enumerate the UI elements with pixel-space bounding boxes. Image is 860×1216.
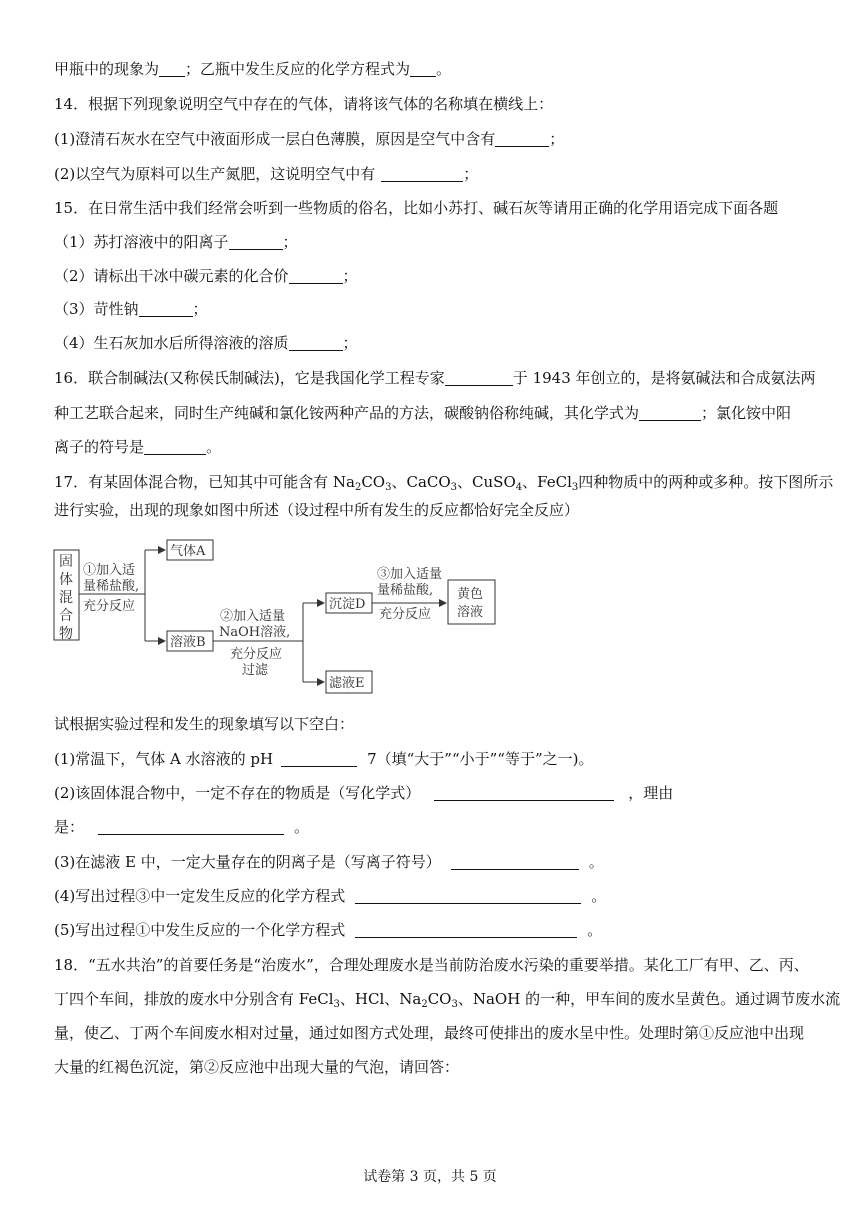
step1-line: 充分反应	[83, 599, 136, 614]
answer-blank[interactable]	[229, 233, 283, 250]
precipitate-d-label: 沉淀D	[329, 597, 366, 612]
q15-part1: （1）苏打溶液中的阳离子 ；	[54, 233, 298, 251]
solid-char: 体	[59, 572, 73, 588]
answer-blank[interactable]	[445, 369, 513, 386]
page-footer: 试卷第 3 页，共 5 页	[363, 1169, 497, 1185]
yellow-solution-label: 溶液	[457, 605, 484, 620]
q15-part2: （2）请标出干冰中碳元素的化合价 ；	[54, 267, 358, 285]
step2-line: NaOH溶液,	[219, 625, 291, 640]
step2-line: ②加入适量	[220, 609, 286, 624]
q17-part2-reason: 是： 。	[54, 818, 310, 836]
answer-blank[interactable]	[289, 334, 343, 351]
step2-line: 过滤	[242, 663, 269, 678]
solid-char: 合	[59, 608, 73, 624]
answer-blank[interactable]	[451, 853, 579, 870]
q17-part3: (3)在滤液 E 中，一定大量存在的阴离子是（写离子符号） 。	[54, 853, 604, 871]
solid-char: 物	[59, 626, 73, 642]
answer-blank[interactable]	[289, 267, 343, 284]
q17-line2: 进行实验，出现的现象如图中所述（设过程中所有发生的反应都恰好完全反应）	[54, 501, 580, 519]
step3-line: 量稀盐酸,	[377, 583, 434, 598]
q18-line1: 18．“五水共治”的首要任务是“治废水”，合理处理废水是当前防治废水污染的重要举措。某化工厂有甲、乙、丙、	[54, 956, 809, 974]
q16-line2: 种工艺联合起来，同时生产纯碱和氯化铵两种产品的方法，碳酸钠俗称纯碱，其化学式为 ；氯化铵中阳	[54, 404, 792, 422]
q18-line2: 丁四个车间，排放的废水中分别含有 FeCl$_3$、HCl、$Na_2CO_3$、NaOH 的一种，甲车间的废水呈黄色。通过调节废水流	[54, 990, 841, 1010]
answer-blank[interactable]	[639, 404, 701, 421]
answer-blank[interactable]	[410, 60, 436, 77]
q15-stem: 15．在日常生活中我们经常会听到一些物质的俗名，比如小苏打、碱石灰等请用正确的化学用语完成下面各题	[54, 199, 779, 217]
q14-part2: (2)以空气为原料可以生产氮肥，这说明空气中有 ；	[54, 165, 479, 183]
answer-blank[interactable]	[381, 165, 463, 182]
q16-line3: 离子的符号是 。	[54, 438, 222, 456]
q15-part3: （3）苛性钠 ；	[54, 300, 208, 318]
q13-tail: 甲瓶中的现象为 ；乙瓶中发生反应的化学方程式为 。	[54, 60, 452, 78]
answer-blank[interactable]	[159, 60, 185, 77]
q17-part2: (2)该固体混合物中，一定不存在的物质是（写化学式） ，理由	[54, 784, 674, 802]
answer-blank[interactable]	[139, 300, 193, 317]
q14-stem: 14．根据下列现象说明空气中存在的气体，请将该气体的名称填在横线上：	[54, 95, 554, 113]
q18-line4: 大量的红褐色沉淀，第②反应池中出现大量的气泡，请回答：	[54, 1058, 460, 1076]
q17-part5: (5)写出过程①中发生反应的一个化学方程式 。	[54, 921, 603, 939]
step1-line: ①加入适	[83, 563, 136, 578]
q16-line1: 16．联合制碱法(又称侯氏制碱法)，它是我国化学工程专家 于 1943 年创立的，是将氨碱法和合成氨法两	[54, 369, 816, 387]
q18-line3: 量，使乙、丁两个车间废水相对过量，通过如图方式处理，最终可使排出的废水呈中性。处理时第①反应池中出现	[54, 1024, 805, 1042]
gas-a-label: 气体A	[170, 544, 206, 559]
answer-blank[interactable]	[144, 438, 206, 455]
step1-line: 量稀盐酸,	[83, 579, 140, 594]
q17-intro: 试根据实验过程和发生的现象填写以下空白：	[54, 715, 355, 733]
step3-line: ③加入适量	[377, 567, 443, 582]
q15-part4: （4）生石灰加水后所得溶液的溶质 ；	[54, 334, 358, 352]
filtrate-e-label: 滤液E	[329, 676, 365, 691]
q17-part1: (1)常温下，气体 A 水溶液的 pH 7（填“大于”“小于”“等于”之一)。	[54, 750, 594, 768]
q14-part1: (1)澄清石灰水在空气中液面形成一层白色薄膜，原因是空气中含有 ；	[54, 130, 565, 148]
step2-line: 充分反应	[230, 647, 283, 662]
q17-line1: 17．有某固体混合物，已知其中可能含有 $Na_2CO_3$、CaCO$_3$、CuSO$_4$、FeCl$_3$四种物质中的两种或多种。按下图所示	[54, 473, 834, 493]
answer-blank[interactable]	[281, 750, 357, 767]
experiment-flow-diagram	[50, 534, 510, 700]
answer-blank[interactable]	[355, 921, 577, 938]
answer-blank[interactable]	[495, 130, 549, 147]
solid-char: 混	[59, 590, 73, 606]
q17-part4: (4)写出过程③中一定发生反应的化学方程式 。	[54, 887, 607, 905]
solution-b-label: 溶液B	[170, 635, 206, 650]
answer-blank[interactable]	[355, 887, 581, 904]
solid-char: 固	[59, 554, 73, 570]
step3-line: 充分反应	[379, 607, 432, 622]
answer-blank[interactable]	[98, 818, 284, 835]
answer-blank[interactable]	[434, 784, 614, 801]
yellow-solution-label: 黄色	[457, 587, 484, 602]
